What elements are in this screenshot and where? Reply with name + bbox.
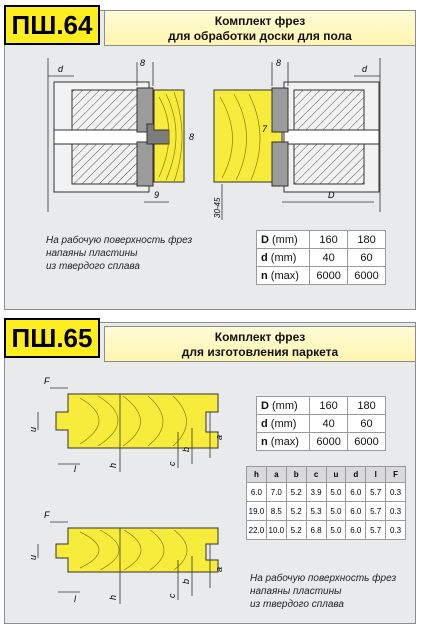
dims-cell: 5.0	[326, 521, 346, 540]
spec-value-1: 160	[310, 397, 348, 415]
spec-row	[257, 397, 386, 415]
spec-value-2: 6000	[348, 433, 386, 451]
spec-label	[257, 267, 310, 285]
spec-symbol: d	[261, 251, 268, 264]
dims-cell: 10.0	[266, 521, 286, 540]
dim-8-mid: 8	[189, 132, 195, 142]
section-pw65-drawing-2	[28, 508, 238, 612]
spec-value-2: 180	[348, 397, 386, 415]
dim-h: h	[108, 462, 118, 468]
dim-a: a	[214, 434, 224, 440]
spec-label	[257, 249, 310, 267]
dims-header-row	[247, 467, 406, 483]
note-line-1: На рабочую поверхность фрез	[250, 573, 397, 584]
spec-value-1: 40	[310, 415, 348, 433]
note-line-2: напаяны пластины	[46, 248, 138, 259]
dims-cell: 6.0	[346, 502, 366, 521]
dims-cell: 19.0	[247, 502, 267, 521]
section-pw65-title-line2: для изготовления паркета	[181, 345, 339, 359]
dim-b: b	[181, 446, 191, 452]
dims-row	[247, 483, 406, 502]
dims-cell: 7.0	[266, 483, 286, 502]
dim-u: u	[28, 426, 38, 432]
spec-unit: (mm)	[272, 233, 298, 246]
section-pw65-drawing-1	[28, 372, 238, 482]
spec-unit: (mm)	[270, 417, 297, 430]
dims-cell: 5.7	[366, 502, 386, 521]
spec-value-1: 6000	[310, 267, 348, 285]
dims-cell: 5.0	[326, 483, 346, 502]
dims-cell: 5.7	[366, 521, 386, 540]
dims-cell: 0.3	[386, 502, 406, 521]
dim-F: F	[44, 510, 50, 520]
dims-cell: 5.2	[286, 483, 306, 502]
dim-d-left: d	[58, 64, 64, 74]
dims-cell: 5.2	[286, 521, 306, 540]
spec-label	[257, 231, 310, 249]
spec-unit: (mm)	[272, 399, 298, 412]
spec-value-2: 60	[348, 249, 386, 267]
spec-symbol: d	[261, 417, 268, 430]
dims-cell: 5.2	[286, 502, 306, 521]
spec-symbol: n	[261, 435, 268, 448]
dims-header-cell: a	[266, 467, 286, 483]
spec-value-1: 40	[310, 249, 348, 267]
spec-unit: (max)	[270, 435, 299, 448]
section-pw65-note	[250, 572, 416, 611]
dims-cell: 6.8	[306, 521, 326, 540]
section-pw65-code: ПШ.65	[4, 318, 100, 358]
section-pw65-title	[104, 326, 416, 362]
section-pw65-dims-table	[246, 466, 406, 540]
dims-cell: 3.9	[306, 483, 326, 502]
dim-8-right: 8	[276, 58, 282, 68]
dim-D: D	[328, 190, 335, 200]
spec-row	[257, 415, 386, 433]
note-line-3: из твердого сплава	[46, 261, 140, 272]
dims-header-cell: l	[366, 467, 386, 483]
dims-row	[247, 502, 406, 521]
dim-c: c	[167, 461, 177, 466]
dim-u: u	[28, 554, 38, 560]
spec-value-1: 6000	[310, 433, 348, 451]
dim-c: c	[167, 593, 177, 598]
dims-cell: 8.5	[266, 502, 286, 521]
dim-l: l	[74, 464, 76, 474]
spec-row	[257, 249, 386, 267]
dims-cell: 5.3	[306, 502, 326, 521]
dim-d-right: d	[362, 64, 368, 74]
section-pw64-spec-table	[256, 230, 386, 285]
dims-cell: 22.0	[247, 521, 267, 540]
spec-unit: (mm)	[270, 251, 297, 264]
spec-value-2: 180	[348, 231, 386, 249]
dims-header-cell: h	[247, 467, 267, 483]
section-pw64-code: ПШ.64	[4, 5, 100, 45]
dims-header-cell: b	[286, 467, 306, 483]
spec-symbol: D	[261, 233, 269, 246]
spec-unit: (max)	[270, 269, 299, 282]
note-line-1: На рабочую поверхность фрез	[46, 235, 193, 246]
spec-symbol: n	[261, 269, 268, 282]
spec-row	[257, 433, 386, 451]
note-line-2: напаяны пластины	[250, 586, 342, 597]
spec-row	[257, 231, 386, 249]
section-pw64-note	[46, 234, 236, 273]
dim-l: l	[74, 594, 76, 604]
section-pw65-title-line1: Комплект фрез	[214, 330, 306, 344]
dims-cell: 5.7	[366, 483, 386, 502]
dims-header-cell: u	[326, 467, 346, 483]
section-pw64-drawing	[44, 52, 384, 222]
dims-header-cell: F	[386, 467, 406, 483]
dims-cell: 6.0	[346, 521, 366, 540]
dims-cell: 6.0	[247, 483, 267, 502]
dim-a: a	[214, 566, 224, 572]
section-pw65-spec-table	[256, 396, 386, 451]
dims-cell: 5.0	[326, 502, 346, 521]
dim-7: 7	[262, 124, 268, 134]
dim-8-left: 8	[140, 58, 146, 68]
section-pw64-title-line1: Комплект фрез	[214, 14, 306, 28]
dims-cell: 0.3	[386, 483, 406, 502]
spec-symbol: D	[261, 399, 269, 412]
dims-row	[247, 521, 406, 540]
spec-value-2: 6000	[348, 267, 386, 285]
spec-value-1: 160	[310, 231, 348, 249]
dims-cell: 6.0	[346, 483, 366, 502]
spec-row	[257, 267, 386, 285]
spec-label	[257, 415, 310, 433]
dim-h: h	[108, 594, 118, 600]
dim-9: 9	[154, 190, 160, 200]
dim-30-45: 30-45	[213, 197, 222, 218]
spec-label	[257, 433, 310, 451]
section-pw64-title	[104, 10, 416, 46]
dim-b: b	[181, 578, 191, 584]
section-pw64-title-line2: для обработки доски для пола	[168, 29, 352, 43]
dims-cell: 0.3	[386, 521, 406, 540]
dim-F: F	[44, 376, 50, 386]
dims-header-cell: c	[306, 467, 326, 483]
dims-header-cell: d	[346, 467, 366, 483]
spec-value-2: 60	[348, 415, 386, 433]
note-line-3: из твердого сплава	[250, 599, 344, 610]
spec-label	[257, 397, 310, 415]
